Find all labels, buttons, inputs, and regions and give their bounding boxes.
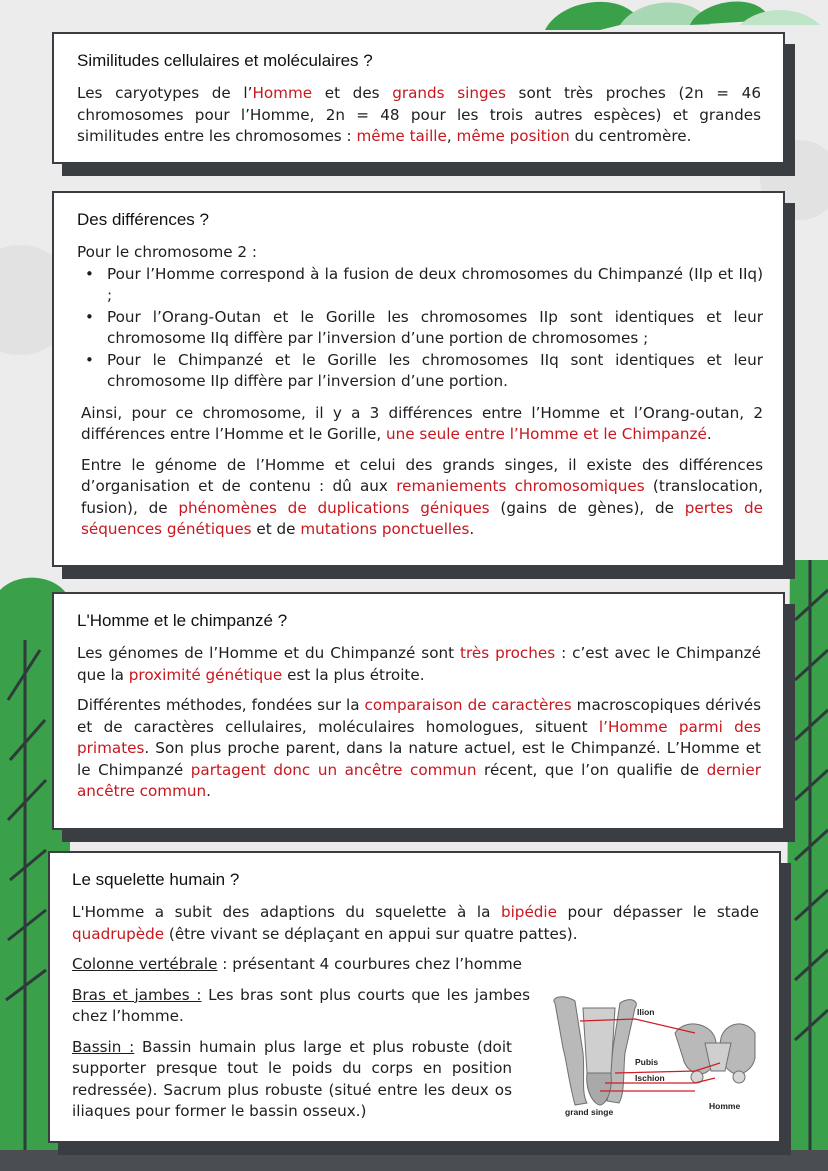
paragraph: Entre le génome de l’Homme et celui des grands singes, il existe des différences d’organisation et de contenu : dû aux remaniements chromosomiques (translocation, fusion), de phénomènes de duplications géniques (gains de gènes), de pertes de séquences génétiques et de mutations ponctuelles.: [81, 455, 763, 538]
section-title: Similitudes cellulaires et moléculaires ?: [77, 51, 373, 70]
intro-text: Pour le chromosome 2 :: [77, 243, 258, 261]
paragraph: Différentes méthodes, fondées sur la comparaison de caractères macroscopiques dérivés et de caractères cellulaires, moléculaires homologues, situent l’Homme parmi des primates. Son plus proche parent, dans la nature actuel, est le Chimpanzé. L’Homme et le Chimpanzé partagent donc un ancêtre commun récent, que l’on qualifie de dernier ancêtre commun.: [77, 696, 762, 800]
bassin-text: Bassin : Bassin humain plus large et plus robuste (doit supporter presque tout le poids du corps en position redressée). Sacrum plus robuste (situé entre les deux os iliaques pour former le bassin osseux.): [72, 1037, 512, 1120]
section-title: L'Homme et le chimpanzé ?: [77, 611, 288, 630]
ape-pelvis-illustration: [554, 997, 636, 1105]
bras-text: Bras et jambes : Les bras sont plus courts que les jambes chez l’homme.: [72, 985, 531, 1025]
section-title: Des différences ?: [77, 210, 209, 229]
card-similitudes: [52, 32, 785, 164]
list-item: • Pour l’Homme correspond à la fusion de deux chromosomes du Chimpanzé (IIp et IIq) ;: [107, 264, 763, 307]
section-title: Le squelette humain ?: [72, 870, 240, 889]
list-item: • Pour le Chimpanzé et le Gorille les chromosomes IIq sont identiques et leur chromosome IIp diffère par l’inversion d’une portion.: [107, 350, 763, 393]
leaf-decoration-top: [545, 1, 820, 30]
pelvis-figure: [545, 993, 770, 1123]
paragraph: L'Homme a subit des adaptions du squelette à la bipédie pour dépasser le stade quadrupède (être vivant se déplaçant en appui sur quatre pattes).: [72, 903, 759, 943]
label-pubis: Pubis: [635, 1057, 659, 1067]
label-homme: Homme: [709, 1101, 741, 1111]
paragraph: Ainsi, pour ce chromosome, il y a 3 différences entre l’Homme et l’Orang-outan, 2 différences entre l’Homme et le Gorille, une seule entre l’Homme et le Chimpanzé.: [81, 403, 763, 443]
card-homme-chimpanze: [52, 592, 785, 830]
card-squelette: [48, 851, 781, 1143]
card-differences: [52, 191, 785, 567]
list-item: • Pour l’Orang-Outan et le Gorille les chromosomes IIp sont identiques et leur chromosome IIq diffère par l’inversion d’une portion de chromosomes ;: [107, 307, 763, 350]
bottom-bar: [0, 1150, 828, 1171]
label-ilion: Ilion: [637, 1007, 655, 1017]
paragraph: Les génomes de l’Homme et du Chimpanzé sont très proches : c’est avec le Chimpanzé que la proximité génétique est la plus étroite.: [77, 644, 761, 684]
label-grand-singe: grand singe: [565, 1107, 614, 1117]
colonne-text: Colonne vertébrale : présentant 4 courbures chez l’homme: [72, 955, 522, 973]
bullet-list: [77, 264, 763, 393]
paragraph: Les caryotypes de l’Homme et des grands singes sont très proches (2n = 46 chromosomes pour l’Homme, 2n = 48 pour les trois autres espèces) et grandes similitudes entre les chromosomes : même taille, même position du centromère.: [77, 84, 761, 145]
human-pelvis-illustration: [675, 1024, 755, 1083]
tree-decoration-right: [785, 560, 828, 1160]
label-ischion: Ischion: [635, 1073, 665, 1083]
